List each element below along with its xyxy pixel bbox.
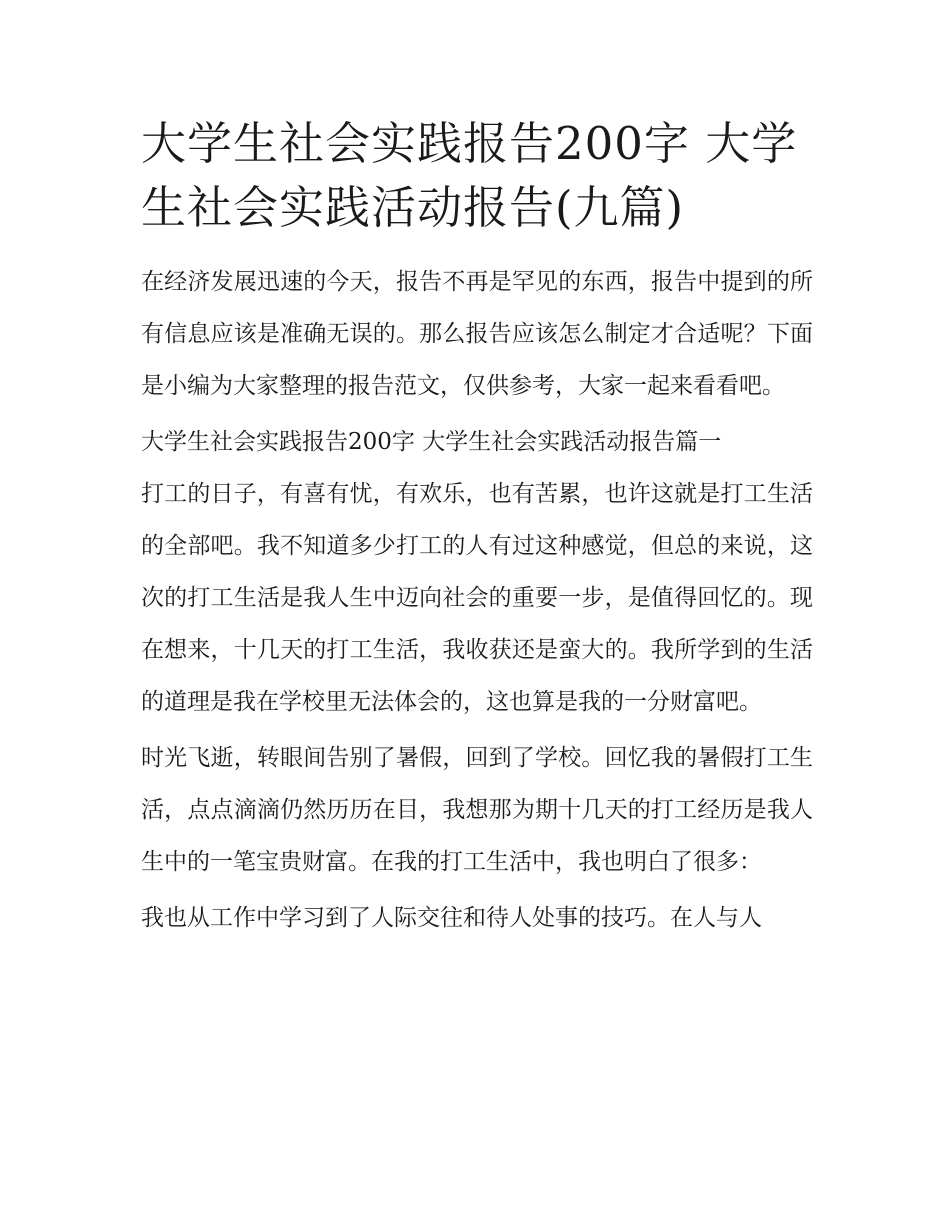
- section-heading: 大学生社会实践报告200字 大学生社会实践活动报告篇一: [141, 429, 722, 455]
- body-paragraph: 我也从工作中学习到了人际交往和待人处事的技巧。在人与人: [141, 905, 762, 931]
- intro-paragraph: 在经济发展迅速的今天，报告不再是罕见的东西，报告中提到的所有信息应该是准确无误的。那么报告应该怎么制定才合适呢？下面是小编为大家整理的报告范文，仅供参考，大家一起来看看吧。: [141, 269, 813, 399]
- body-paragraph: 时光飞逝，转眼间告别了暑假，回到了学校。回忆我的暑假打工生活，点点滴滴仍然历历在目，我想那为期十几天的打工经历是我人生中的一笔宝贵财富。在我的打工生活中，我也明白了很多：: [141, 745, 813, 875]
- document-body: [141, 112, 813, 948]
- body-paragraph: 打工的日子，有喜有忧，有欢乐，也有苦累，也许这就是打工生活的全部吧。我不知道多少打工的人有过这种感觉，但总的来说，这次的打工生活是我人生中迈向社会的重要一步，是值得回忆的。现在想来，十几天的打工生活，我收获还是蛮大的。我所学到的生活的道理是我在学校里无法体会的，这也算是我的一分财富吧。: [141, 481, 813, 715]
- document-title: 大学生社会实践报告200字 大学生社会实践活动报告(九篇): [141, 117, 798, 234]
